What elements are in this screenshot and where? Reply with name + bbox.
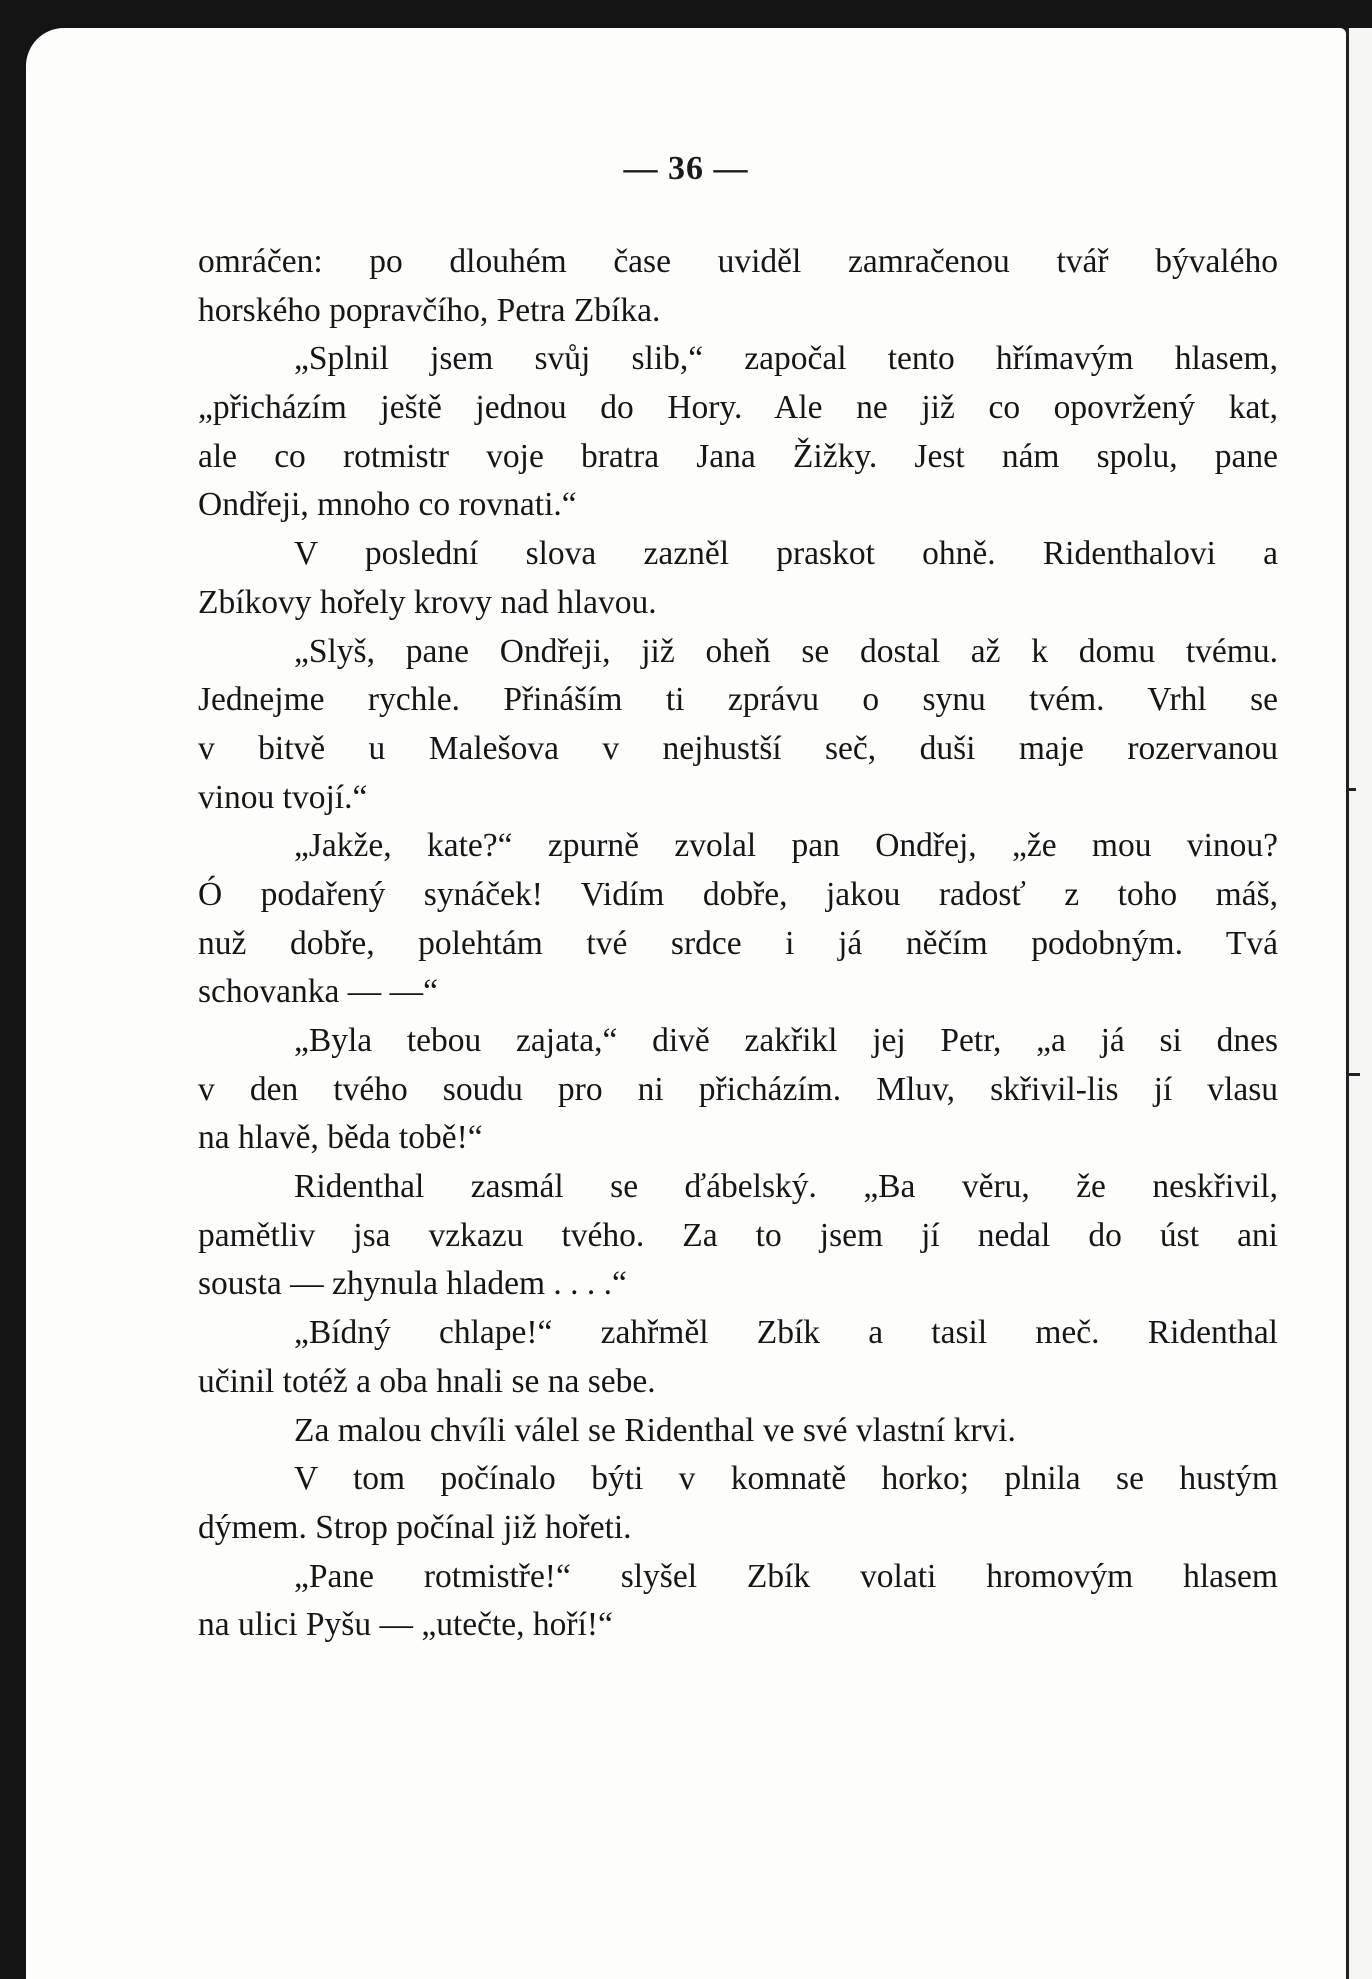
paragraph bbox=[198, 1407, 1278, 1456]
edge-mark bbox=[1346, 1073, 1360, 1076]
paragraph bbox=[198, 1455, 1278, 1552]
text-line: vinou tvojí.“ bbox=[198, 778, 368, 816]
text-line: Ondřeji, mnoho co rovnati.“ bbox=[198, 486, 577, 524]
text-line: „Slyš, pane Ondřeji, již oheň se dostal až k domu tvému. bbox=[294, 632, 1278, 670]
text-line: Jednejme rychle. Přináším ti zprávu o synu tvém. Vrhl se bbox=[198, 681, 1278, 719]
paragraph bbox=[198, 530, 1278, 627]
paragraph bbox=[198, 238, 1278, 335]
text-line: „Jakže, kate?“ zpurně zvolal pan Ondřej, „že mou vinou? bbox=[294, 827, 1278, 865]
text-line: V tom počínalo býti v komnatě horko; plnila se hustým bbox=[294, 1460, 1278, 1498]
paragraph bbox=[198, 1163, 1278, 1309]
text-line: „Bídný chlape!“ zahřměl Zbík a tasil meč. Ridenthal bbox=[294, 1314, 1278, 1352]
text-line: „Byla tebou zajata,“ divě zakřikl jej Petr, „a já si dnes bbox=[294, 1022, 1278, 1059]
paragraph bbox=[198, 1309, 1278, 1406]
text-line: na hlavě, běda tobě!“ bbox=[198, 1119, 483, 1157]
text-line: na ulici Pyšu — „utečte, hoří!“ bbox=[198, 1606, 613, 1644]
text-line: nuž dobře, polehtám tvé srdce i já něčím podobným. Tvá bbox=[198, 924, 1278, 962]
edge-mark bbox=[1346, 788, 1356, 791]
paragraph bbox=[198, 1017, 1278, 1163]
text-line: dýmem. Strop počínal již hořeti. bbox=[198, 1508, 632, 1546]
paragraph bbox=[198, 628, 1278, 823]
text-line: pamětliv jsa vzkazu tvého. Za to jsem jí nedal do úst ani bbox=[198, 1216, 1278, 1254]
text-line: schovanka — —“ bbox=[198, 973, 439, 1011]
text-line: Za malou chvíli válel se Ridenthal ve své vlastní krvi. bbox=[294, 1411, 1016, 1449]
text-line: sousta — zhynula hladem . . . .“ bbox=[198, 1265, 627, 1303]
text-line: Zbíkovy hořely krovy nad hlavou. bbox=[198, 583, 657, 621]
text-line: horského popravčího, Petra Zbíka. bbox=[198, 291, 661, 329]
text-line: Ridenthal zasmál se ďábelský. „Ba věru, že neskřivil, bbox=[294, 1168, 1278, 1206]
paragraph bbox=[198, 335, 1278, 530]
text-line: učinil totéž a oba hnali se na sebe. bbox=[198, 1362, 656, 1400]
page-right-edge bbox=[1346, 28, 1372, 1979]
text-line: „Pane rotmistře!“ slyšel Zbík volati hromovým hlasem bbox=[294, 1557, 1278, 1595]
page-number: — 36 — bbox=[623, 150, 749, 187]
text-line: Ó podařený synáček! Vidím dobře, jakou radosť z toho máš, bbox=[198, 875, 1278, 913]
text-line: „přicházím ještě jednou do Hory. Ale ne již co opovržený kat, bbox=[198, 389, 1278, 427]
paragraph bbox=[198, 822, 1278, 1017]
text-line: V poslední slova zazněl praskot ohně. Ridenthalovi a bbox=[294, 535, 1278, 573]
text-line: v bitvě u Malešova v nejhustší seč, duši maje rozervanou bbox=[198, 729, 1278, 767]
text-line: omráčen: po dlouhém čase uviděl zamračenou tvář bývalého bbox=[198, 243, 1278, 280]
text-line: ale co rotmistr voje bratra Jana Žižky. Jest nám spolu, pane bbox=[198, 437, 1278, 475]
text-line: v den tvého soudu pro ni přicházím. Mluv, skřivil-lis jí vlasu bbox=[198, 1070, 1278, 1108]
paragraph bbox=[198, 1553, 1278, 1650]
text-line: „Splnil jsem svůj slib,“ započal tento hřímavým hlasem, bbox=[294, 340, 1278, 378]
body-text bbox=[198, 238, 1278, 1650]
